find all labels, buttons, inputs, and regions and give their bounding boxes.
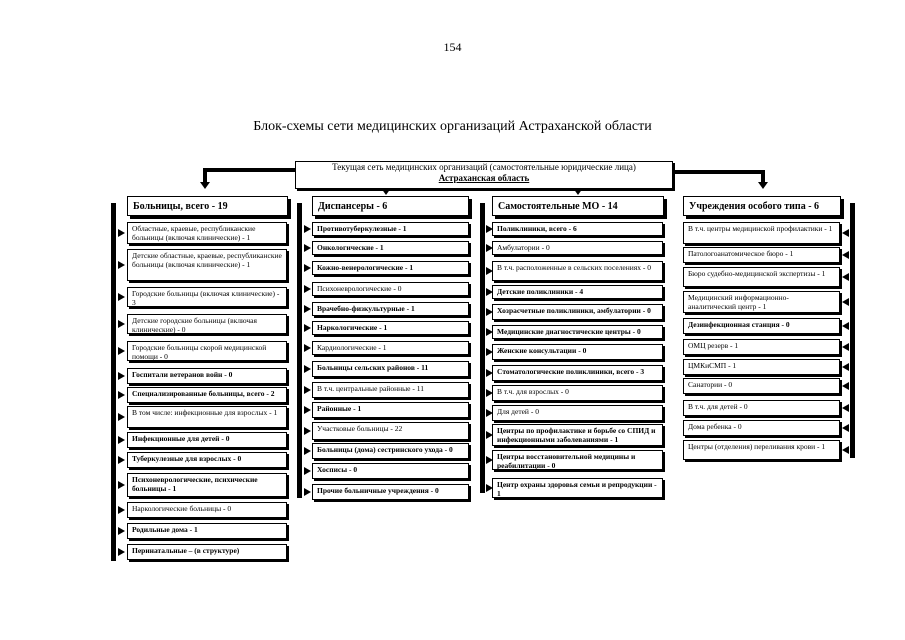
org-item: Родильные дома - 1	[127, 523, 287, 539]
org-item: В т.ч. расположенные в сельских поселениях - 0	[492, 261, 663, 281]
org-item: В т.ч. центры медицинской профилактики - 1	[683, 222, 840, 244]
org-item: Врачебно-физкультурные - 1	[312, 302, 469, 316]
org-item: Детские областные, краевые, республиканские больницы (включая клинические) - 1	[127, 249, 287, 281]
arrow-down-icon	[758, 182, 768, 189]
page-number: 154	[443, 40, 462, 54]
arrow-right-icon	[118, 261, 125, 269]
org-item: Кардиологические - 1	[312, 341, 469, 355]
org-item: Городские больницы скорой медицинской помощи - 0	[127, 341, 287, 361]
org-item: Участковые больницы - 22	[312, 422, 469, 440]
arrow-left-icon	[842, 382, 849, 390]
arrow-right-icon	[304, 467, 311, 475]
arrow-right-icon	[118, 481, 125, 489]
arrow-right-icon	[118, 506, 125, 514]
arrow-right-icon	[118, 391, 125, 399]
arrow-right-icon	[118, 413, 125, 421]
dispensaries-spine	[297, 203, 302, 498]
org-item: Стоматологические поликлиники, всего - 3	[492, 365, 663, 381]
connector-root-right	[671, 170, 763, 174]
arrow-right-icon	[118, 436, 125, 444]
org-item: Амбулатории - 0	[492, 241, 663, 255]
org-item: Больницы сельских районов - 11	[312, 361, 469, 377]
arrow-right-icon	[486, 456, 493, 464]
arrow-right-icon	[304, 285, 311, 293]
independent-mo-heading: Самостоятельные МО - 14	[492, 196, 664, 216]
org-item: Медицинские диагностические центры - 0	[492, 325, 663, 339]
arrow-down-icon	[381, 188, 391, 195]
hospitals-heading: Больницы, всего - 19	[127, 196, 288, 216]
org-item: Городские больницы (включая клинические) - 3	[127, 287, 287, 307]
arrow-left-icon	[842, 229, 849, 237]
org-item: В том числе: инфекционные для взрослых - 1	[127, 406, 287, 428]
arrow-right-icon	[304, 344, 311, 352]
arrow-left-icon	[842, 446, 849, 454]
special-institutions-spine	[850, 203, 855, 458]
arrow-down-icon	[200, 182, 210, 189]
org-item: Районные - 1	[312, 402, 469, 418]
org-item: Медицинский информационно-аналитический центр - 1	[683, 291, 840, 313]
special-institutions-heading: Учреждения особого типа - 6	[683, 196, 841, 216]
org-item: Психоневрологические - 0	[312, 282, 469, 296]
arrow-left-icon	[842, 273, 849, 281]
arrow-left-icon	[842, 404, 849, 412]
arrow-left-icon	[842, 363, 849, 371]
connector-root-right-drop	[761, 170, 765, 182]
org-item: Наркологические - 1	[312, 321, 469, 335]
org-item: В т.ч. для взрослых - 0	[492, 385, 663, 401]
arrow-right-icon	[304, 244, 311, 252]
org-item: Санатории - 0	[683, 378, 840, 394]
arrow-right-icon	[486, 484, 493, 492]
arrow-right-icon	[304, 406, 311, 414]
org-item: Психоневрологические, психические больницы - 1	[127, 473, 287, 497]
org-item: Дезинфекционная станция - 0	[683, 318, 840, 334]
org-item: Больницы (дома) сестринского ухода - 0	[312, 443, 469, 459]
org-item: Детские поликлиники - 4	[492, 285, 663, 299]
arrow-right-icon	[118, 548, 125, 556]
org-item: Госпитали ветеранов войн - 0	[127, 368, 287, 384]
org-item: Туберкулезные для взрослых - 0	[127, 452, 287, 468]
org-item: Прочие больничные учреждения - 0	[312, 484, 469, 500]
arrow-right-icon	[486, 267, 493, 275]
page-title: Блок-схемы сети медицинских организаций Астраханской области	[253, 119, 652, 134]
org-item: Областные, краевые, республиканские больницы (включая клинические) - 1	[127, 222, 287, 244]
arrow-right-icon	[118, 456, 125, 464]
org-item: Дома ребенка - 0	[683, 420, 840, 436]
arrow-right-icon	[486, 328, 493, 336]
arrow-right-icon	[304, 225, 311, 233]
arrow-right-icon	[304, 488, 311, 496]
org-item: В т.ч. центральные районные - 11	[312, 382, 469, 398]
arrow-left-icon	[842, 343, 849, 351]
arrow-right-icon	[304, 427, 311, 435]
org-item: ОМЦ резерв - 1	[683, 339, 840, 355]
org-item: Специализированные больницы, всего - 2	[127, 387, 287, 403]
root-network-box	[295, 161, 673, 189]
arrow-right-icon	[486, 348, 493, 356]
org-item: Центры по профилактике и борьбе со СПИД и инфекционными заболеваниями - 1	[492, 424, 663, 446]
org-item: Центры восстановительной медицины и реабилитации - 0	[492, 450, 663, 470]
org-item: Поликлиники, всего - 6	[492, 222, 663, 236]
dispensaries-heading: Диспансеры - 6	[312, 196, 469, 216]
arrow-right-icon	[118, 229, 125, 237]
arrow-right-icon	[486, 369, 493, 377]
org-item: ЦМКиСМП - 1	[683, 359, 840, 375]
arrow-right-icon	[486, 225, 493, 233]
arrow-right-icon	[486, 389, 493, 397]
root-region: Астраханская область	[438, 173, 530, 183]
org-item: Противотуберкулезные - 1	[312, 222, 469, 236]
arrow-right-icon	[486, 431, 493, 439]
arrow-right-icon	[118, 293, 125, 301]
arrow-right-icon	[486, 244, 493, 252]
arrow-right-icon	[118, 527, 125, 535]
arrow-right-icon	[486, 288, 493, 296]
org-item: Хосписы - 0	[312, 463, 469, 479]
arrow-right-icon	[118, 372, 125, 380]
connector-root-left-drop	[203, 168, 207, 182]
arrow-left-icon	[842, 424, 849, 432]
org-item: Женские консультации - 0	[492, 344, 663, 360]
arrow-right-icon	[304, 264, 311, 272]
org-item: Бюро судебно-медицинской экспертизы - 1	[683, 267, 840, 287]
arrow-right-icon	[486, 409, 493, 417]
org-item: Патологоанатомическое бюро - 1	[683, 247, 840, 263]
root-title: Текущая сеть медицинских организаций (самостоятельные юридические лица)	[332, 162, 636, 172]
arrow-right-icon	[118, 347, 125, 355]
arrow-right-icon	[304, 305, 311, 313]
org-item: Центры (отделения) переливания крови - 1	[683, 440, 840, 460]
arrow-right-icon	[486, 308, 493, 316]
org-item: Инфекционные для детей - 0	[127, 432, 287, 448]
arrow-down-icon	[573, 188, 583, 195]
org-item: В т.ч. для детей - 0	[683, 400, 840, 416]
independent-mo-spine	[480, 203, 485, 493]
org-item: Детские городские больницы (включая клинические) - 0	[127, 314, 287, 334]
arrow-right-icon	[304, 447, 311, 455]
org-item: Центр охраны здоровья семьи и репродукции - 1	[492, 478, 663, 498]
org-item: Наркологические больницы - 0	[127, 502, 287, 518]
arrow-right-icon	[304, 386, 311, 394]
arrow-left-icon	[842, 251, 849, 259]
arrow-left-icon	[842, 322, 849, 330]
hospitals-spine	[111, 203, 116, 561]
org-item: Для детей - 0	[492, 405, 663, 421]
arrow-right-icon	[304, 324, 311, 332]
org-item: Кожно-венерологические - 1	[312, 261, 469, 275]
org-item: Онкологические - 1	[312, 241, 469, 255]
arrow-left-icon	[842, 298, 849, 306]
org-item: Хозрасчетные поликлиники, амбулатории - 0	[492, 304, 663, 320]
arrow-right-icon	[118, 320, 125, 328]
org-item: Перинатальные – (в структуре)	[127, 544, 287, 560]
arrow-right-icon	[304, 365, 311, 373]
connector-root-left	[205, 168, 295, 172]
